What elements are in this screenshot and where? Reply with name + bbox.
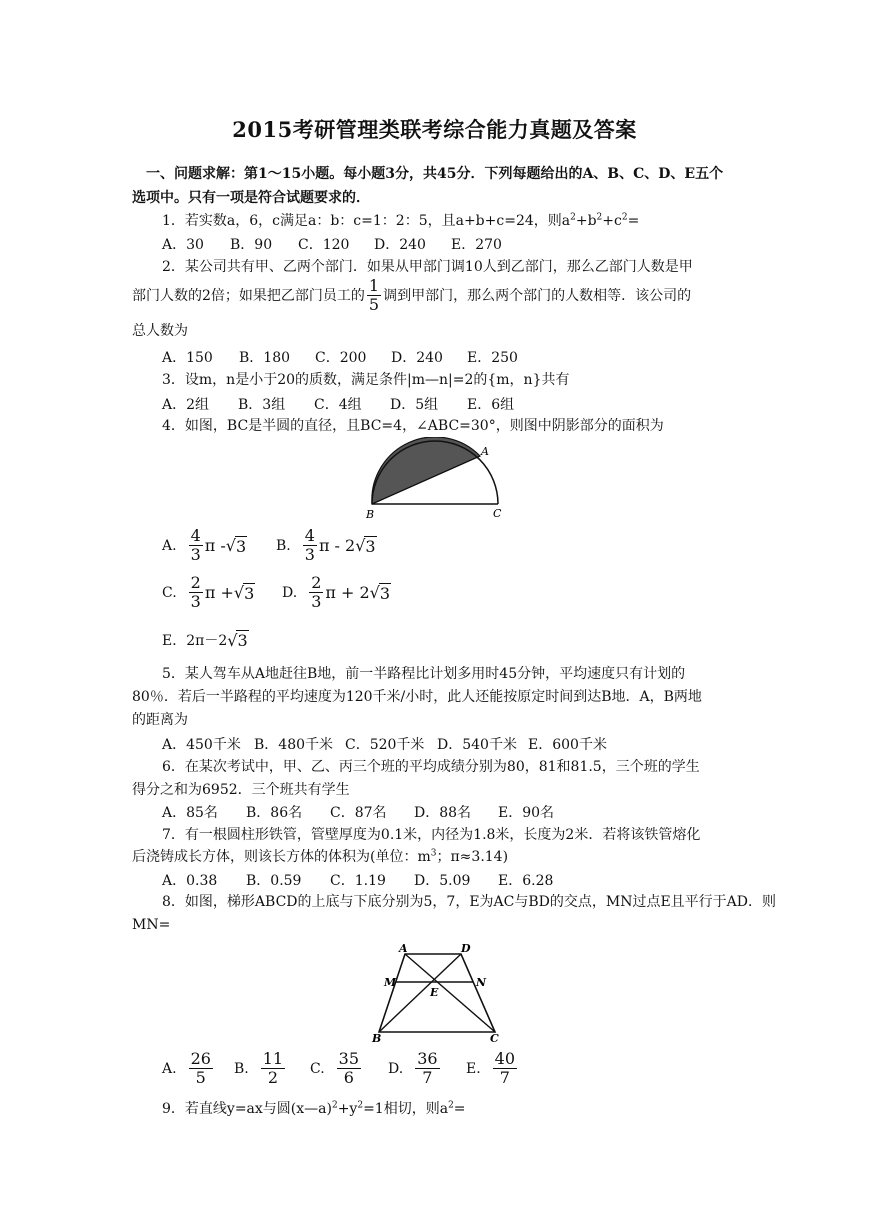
option-d: D．5组 xyxy=(390,397,439,413)
option-c: C．4组 xyxy=(314,397,362,413)
option-a: A．2组 xyxy=(162,397,210,413)
option-a: A．450千米 xyxy=(162,737,241,753)
option-d: D．540千米 xyxy=(437,737,517,753)
option-d: D．5.09 xyxy=(414,873,471,889)
option-b: B．480千米 xyxy=(254,737,334,753)
point-c-label: C xyxy=(493,507,502,520)
option-b: B．3组 xyxy=(238,397,286,413)
question-5-line1: 5．某人驾车从A地赶往B地，前一半路程比计划多用时45分钟，平均速度只有计划的 xyxy=(162,666,686,682)
diagonal-ac xyxy=(405,954,495,1032)
question-9: 9．若直线y=ax与圆$(x—a)^2+y^2=1$相切，则$a^2=$ xyxy=(162,1100,466,1117)
question-8-option-e: E. $\frac{40}{7}$ xyxy=(466,1049,516,1087)
question-7-line2: 后浇铸成长方体，则该长方体的体积为(单位：$m^3$；π≈3.14) xyxy=(132,848,509,865)
option-a: A．0.38 xyxy=(162,873,218,889)
point-n-label: N xyxy=(476,976,487,989)
question-4: 4．如图，BC是半圆的直径，且BC=4，∠ABC=30°，则图中阴影部分的面积为 xyxy=(162,418,664,434)
point-b-label: B xyxy=(372,1032,382,1045)
option-b: B．0.59 xyxy=(246,873,302,889)
question-4-option-b: B. $\frac{4}{3}$ π - 2 √ 3 xyxy=(276,526,376,564)
option-c: C．520千米 xyxy=(345,737,425,753)
question-6-line1: 6．在某次考试中，甲、乙、丙三个班的平均成绩分别为80，81和81.5，三个班的学生 xyxy=(162,759,700,775)
option-c: C．120 xyxy=(298,237,350,253)
point-d-label: D xyxy=(461,942,471,955)
fraction-one-fifth: $\frac{1}{5}$ xyxy=(368,276,380,314)
question-1: 1．若实数a，6，c满足a：b：c=1：2：5，且a+b+c=24，则$a^2+b^2+c^2=$ xyxy=(162,212,640,229)
question-7-line1: 7．有一根圆柱形铁管，管壁厚度为0.1米，内径为1.8米，长度为2米．若将该铁管熔化 xyxy=(162,827,701,843)
option-b: B．180 xyxy=(239,350,291,366)
point-b-label: B xyxy=(366,508,375,521)
question-5-line2: 80％．若后一半路程的平均速度为120千米/小时，此人还能按原定时间到达B地．A，B两地 xyxy=(132,689,702,705)
option-b: B．86名 xyxy=(246,805,303,821)
point-a-label: A xyxy=(399,942,408,955)
question-2-line3: 总人数为 xyxy=(132,323,188,339)
question-8-option-d: D. $\frac{36}{7}$ xyxy=(388,1049,438,1087)
point-a-label: A xyxy=(481,445,489,458)
question-8-option-c: C. $\frac{35}{6}$ xyxy=(310,1049,360,1087)
section-heading-line1: 一、问题求解：第1～15小题。每小题3分，共45分．下列每题给出的A、B、C、D、E五个 xyxy=(146,166,724,182)
option-d: D．88名 xyxy=(414,805,472,821)
option-d: D．240 xyxy=(374,237,426,253)
semicircle-figure xyxy=(360,437,510,522)
option-e: E．90名 xyxy=(498,805,555,821)
question-6-options xyxy=(162,802,554,822)
question-4-option-d: D. $\frac{2}{3}$ π + 2 √ 3 xyxy=(282,573,391,611)
question-8-line2: MN= xyxy=(132,917,171,933)
option-a: A．150 xyxy=(162,350,213,366)
option-c: C．1.19 xyxy=(330,873,386,889)
question-3: 3．设m，n是小于20的质数，满足条件|m—n|=2的{m，n}共有 xyxy=(162,372,570,388)
question-5-options xyxy=(162,734,607,754)
option-e: E．6组 xyxy=(467,397,515,413)
option-a: A．30 xyxy=(162,237,204,253)
question-5-line3: 的距离为 xyxy=(132,712,188,728)
option-a: A．85名 xyxy=(162,805,218,821)
section-heading-line2: 选项中。只有一项是符合试题要求的． xyxy=(132,190,370,206)
question-2-line2: 部门人数的2倍；如果把乙部门员工的 $\frac{1}{5}$ 调到甲部门，那么两个部门的人数相等．该公司的 xyxy=(132,276,692,314)
question-4-option-a: A. $\frac{4}{3}$ π - √ 3 xyxy=(162,526,247,564)
option-e: E．270 xyxy=(451,237,502,253)
question-7-options xyxy=(162,870,553,890)
question-8-option-b: B. $\frac{11}{2}$ xyxy=(234,1049,284,1087)
question-4-option-e: E．2π－2 √ 3 xyxy=(162,630,248,650)
trapezoid-figure xyxy=(368,940,508,1045)
option-b: B．90 xyxy=(230,237,273,253)
question-1-text: 1．若实数a，6，c满足a：b：c=1：2：5，且a+b+c=24，则a xyxy=(162,213,571,229)
question-2-options xyxy=(162,347,518,367)
question-6-line2: 得分之和为6952．三个班共有学生 xyxy=(132,782,350,798)
question-1-options xyxy=(162,234,502,254)
question-2-line1: 2．某公司共有甲、乙两个部门．如果从甲部门调10人到乙部门，那么乙部门人数是甲 xyxy=(162,259,693,275)
option-d: D．240 xyxy=(391,350,443,366)
page-title: 2015考研管理类联考综合能力真题及答案 xyxy=(232,117,637,142)
point-m-label: M xyxy=(384,976,397,989)
point-c-label: C xyxy=(490,1032,499,1045)
point-e-label: E xyxy=(430,986,439,999)
option-e: E．600千米 xyxy=(528,737,607,753)
question-8-line1: 8．如图，梯形ABCD的上底与下底分别为5，7，E为AC与BD的交点，MN过点E且平行于AD．则 xyxy=(162,894,777,910)
question-3-options xyxy=(162,394,514,414)
option-c: C．87名 xyxy=(330,805,387,821)
question-4-option-c: C. $\frac{2}{3}$ π + √ 3 xyxy=(162,573,255,611)
option-c: C．200 xyxy=(315,350,367,366)
option-e: E．6.28 xyxy=(498,873,554,889)
option-e: E．250 xyxy=(467,350,518,366)
question-8-option-a: A. $\frac{26}{5}$ xyxy=(162,1049,211,1087)
